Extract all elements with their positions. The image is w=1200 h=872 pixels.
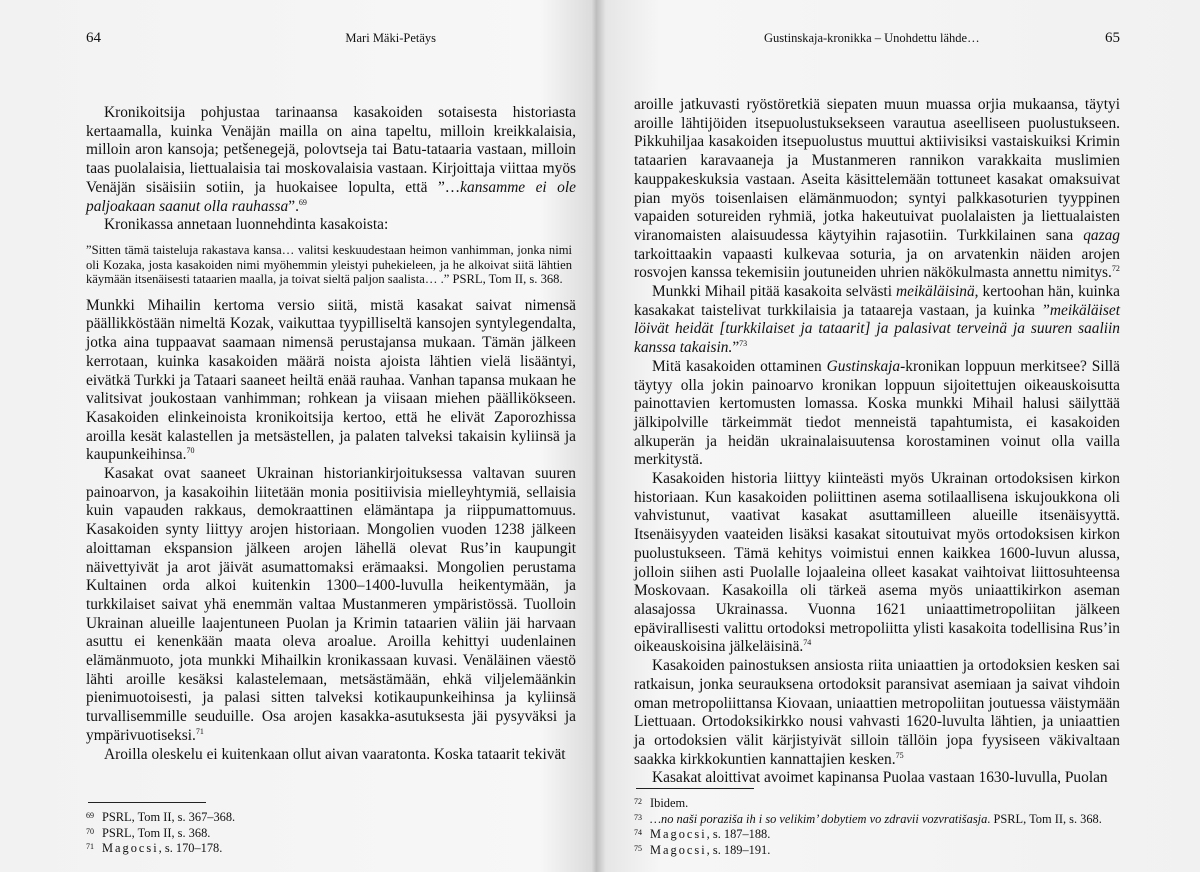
paragraph-text: Mitä kasakoiden ottaminen (652, 357, 827, 375)
footnote-author: Magocsi (102, 841, 159, 855)
paragraph-text: ”. (288, 197, 299, 215)
footnotes (634, 788, 1134, 857)
footnote-number: 72 (634, 797, 642, 806)
paragraph (634, 96, 1120, 283)
paragraph-text: Munkki Mihail pitää kasakoita selvästi (652, 283, 896, 301)
footnote-number: 69 (86, 811, 94, 820)
block-quote (86, 243, 576, 287)
footnote-number: 71 (86, 842, 94, 851)
left-page-header (86, 30, 576, 52)
paragraph-text: , kertoohan hän, kuinka kasakakat taistelivat turkkilaisia ja tataareja vastaan, ja kuinka (634, 283, 1121, 319)
paragraph (86, 104, 576, 216)
footnote-number: 75 (634, 843, 642, 853)
footnote-number: 73 (634, 812, 642, 822)
footnote-ref: 71 (195, 726, 204, 736)
right-page-header (634, 30, 1120, 52)
paragraph: Kasakat aloittivat avoimet kapinansa Puolaa vastaan 1630-luvulla, Puolan (652, 769, 1108, 787)
paragraph-text: tarkoittaakin vapaasti kulkevaa soturia, ja on arvatenkin näiden arojen rosvojen kanssa tekemisiin joutuneiden uhrien näkökulmasta annettu nimitys. (634, 245, 1120, 282)
footnote-text: , s. 170–178. (158, 841, 223, 855)
paragraph-text: Munkki Mihailin kertoma versio siitä, mistä kasakat saivat nimensä päällikköstään nimeltä Kozak, vaikuttaa tyypilliseltä kansojen syntylegendalta, jotka aina tuppaavat saamaan nimensä perustajansa mukaan. Tämän jälkeen kerrotaan, kuinka kasakoiden määrä noista ajoista lähtien vielä lisääntyi, eivätkä Turkki ja Tataari saaneet heiltä enää rauhaa. Vanhan tapansa mukaan he valitsivat joukostaan vanhimman; rohkean ja viisaan miehen päällikökseen. Kasakoiden elinkeinoista kronikoitsija kertoo, että he elivät Zaporozhissa aroilla kesät kalastellen ja metsästellen, ja palaten talveksi takaisin kyliinsä ja kaupunkeihinsa. (86, 296, 576, 464)
footnote-text: Ibidem. (650, 796, 689, 810)
page-number: 64 (86, 30, 101, 46)
footnote-number: 74 (634, 828, 642, 837)
footnote-rule (88, 802, 206, 803)
italic-quote: kansamme ei ole paljoakaan saanut olla rauhassa (86, 178, 576, 215)
paragraph (634, 470, 1120, 657)
footnote (634, 842, 1134, 858)
footnote-text: PSRL, Tom II, s. 368. (102, 825, 211, 840)
italic-term: qazag (1083, 226, 1120, 244)
footnote-ref: 72 (1111, 264, 1120, 274)
footnote (86, 825, 566, 841)
footnote-rule (636, 788, 754, 789)
footnote-text: , s. 189–191. (706, 842, 771, 857)
paragraph (634, 657, 1120, 769)
running-head: Gustinskaja-kronikka – Unohdettu lähde… (764, 31, 980, 45)
footnote-text: , s. 187–188. (706, 827, 771, 841)
footnote-ref: 74 (803, 638, 812, 648)
footnote (634, 795, 1134, 811)
paragraph: Aroilla oleskelu ei kuitenkaan ollut aivan vaaratonta. Koska tataarit tekivät (104, 745, 566, 763)
footnote-number: 70 (86, 826, 94, 836)
paragraph-text: Kasakat ovat saaneet Ukrainan historiankirjoituksessa valtavan suuren painoarvon, ja kasakoihin liitetään monia positiivisia mielleyhtymiä, sellaisia kuin vapauden rakkaus, demokraattinen elämäntapa ja riippumattomuus. Kasakoiden synty liittyy arojen historiaan. Mongolien vuoden 1238 jälkeen aloittaman ekspansion jälkeen arojen lähellä olevat Rus’in kaupungit näivettyivät ja arot jäivät asumattomaksi erämaaksi. Mongolien perustama Kultainen orda alkoi kuitenkin 1300–1400-luvulla heikentymään, ja turkkilaiset saivat yhä enemmän valtaa Mustanmeren ympäristössä. Tuolloin Ukrainan alueille laajentuneen Puolan ja Krimin tataarien väliin jäi harvaan asuttu ei kenenkään maata oleva aroalue. Aroilla kehittyi uudenlainen elämänmuoto, jota munkki Mihailkin kronikassaan kuvasi. Venäläinen väestö lähti aroille kesäksi kalastelemaan, metsästämään, ehkä viljelemäänkin pienimuotoisesti, ja palasi sitten talveksi kotikaupunkeihinsa ja kyliinsä turvallisemmille seuduille. Osa arojen kasakka-asutuksesta jäi pysyväksi ja ympärivuotiseksi. (86, 465, 576, 744)
right-page-body (634, 96, 1120, 788)
footnote-text: PSRL, Tom II, s. 367–368. (102, 810, 236, 824)
footnote-ref: 70 (186, 446, 195, 456)
paragraph (86, 465, 576, 746)
footnote-author: Magocsi (650, 827, 707, 841)
italic-quote: ”meikäläiset löivät heidät [turkkilaiset ja tataarit] ja palasivat terveinä ja suuren saaliin kanssa takaisin. (634, 301, 1120, 357)
right-page (600, 0, 1200, 872)
footnote (86, 809, 566, 825)
running-head: Mari Mäki-Petäys (345, 31, 436, 45)
paragraph (634, 283, 1120, 358)
footnote-italic: …no naši poraziša ih i so velikim’ dobytiem vo zdravii vozvratišasja (650, 811, 988, 826)
footnote-ref: 73 (739, 339, 748, 349)
footnote (634, 811, 1134, 827)
paragraph-text: -kronikan loppuun merkitsee? Sillä täytyy olla jokin painoarvo kronikan loppuun sijoitettujen oikeauskoisutta painottavien kertomusten lomassa. Koska munkki Mihail halusi säilyttää jälkipolville tärkeimmät tiedot menneistä tapahtumista, ei kasakoiden alkuperän ja heidän ukrainalaisuutensa korostaminen voinut olla vailla merkitystä. (634, 357, 1120, 469)
paragraph (86, 297, 576, 465)
footnote-ref: 75 (895, 750, 904, 760)
paragraph-text: Kasakoiden painostuksen ansiosta riita uniaattien ja ortodoksien kesken sai ratkaisun, jonka seurauksena ortodoksit paransivat asemiaan ja saivat vihdoin oman metropoliittansa Kiovaan, uniaattien metropoliitan joutuessa väistymään Liettuaan. Ortodoksikirkko nousi vahvasti 1620-luvulta lähtien, ja uniaattien ja ortodoksien välit kärjistyivät silloin tällöin jopa fyysiseen väkivaltaan saakka kirkkokuntien kannattajien kesken. (634, 657, 1120, 768)
paragraph-text: aroille jatkuvasti ryöstöretkiä siepaten muun muassa orjia mukaansa, täytyi aroille lähtijöiden itsepuolustuksekseen varautua aseelliseen puolustukseen. Pikkuhiljaa kasakoiden itsepuolustus muuttui aktiivisiksi vastaiskuiksi Krimin tataarien karavaaneja ja Mustanmeren rannikon varakkaita muslimien kauppakeskuksia vastaan. Aseita käsittelemään tottuneet kasakat omaksuivat pian myös toisenlaisen elämänmuodon; syntyi palkkasoturien tyyppinen vapaiden sotureiden ryhmiä, jotka hakeutuivat puolalaisten ja liettualaisten viranomaisten alaisuudessa käytyihin rajasotiin. Turkkilainen sana (634, 96, 1120, 244)
footnote (634, 826, 1134, 842)
paragraph-text: Kasakoiden historia liittyy kiinteästi myös Ukrainan ortodoksisen kirkon historiaan. Kun kasakoiden poliittinen asema sotilaallisena iskujoukkona oli vahvistunut, vaativat kasakat asuttamilleen alueille itsenäisyyttä. Itsenäisyyden vaateiden lisäksi kasakat sitoutuivat myös ortodoksisen kirkon puolustukseen. Tämä kehitys voimistui ennen kaikkea 1600-luvun alussa, jolloin siihen asti Puolalle lojaaleina olleet kasakat vaihtoivat liittosuhteensa Moskovaan. Kasakoilla oli tärkeä asema myös uniaattikirkon aseman alasajossa Ukrainassa. Vuonna 1621 uniaattimetropoliitan jälkeen epävirallisesti valittu ortodoksi metropoliitta ylisti kasakoita todellisina Rus’in oikeauskoisina jälkeläisinä. (634, 470, 1120, 656)
block-quote-text: ”Sitten tämä taisteluja rakastava kansa… valitsi keskuudestaan heimon vanhimman, jonka nimi oli Kozaka, josta kasakoiden nimi myöhemmin yleistyi puhekieleen, ja he alkoivat siitä lähtien käymään itsenäisesti tataarien maalla, ja toivat sieltä paljon saalista… .” PSRL, Tom II, s. 368. (86, 242, 572, 287)
paragraph: Kronikassa annetaan luonnehdinta kasakoista: (104, 216, 389, 234)
footnote-author: Magocsi (650, 842, 707, 857)
page-number: 65 (1105, 30, 1120, 46)
footnote-text: . PSRL, Tom II, s. 368. (987, 811, 1102, 826)
italic-term: Gustinskaja (826, 357, 901, 375)
paragraph-text: ” (732, 339, 740, 357)
left-page-body (86, 104, 576, 764)
paragraph (634, 358, 1120, 470)
paragraph-text: Kronikoitsija pohjustaa tarinaansa kasakoiden sotaisesta historiasta kertaamalla, kuinka Venäjän mailla on aina tapeltu, milloin kreikkalaisia, milloin aron kansoja; petšenegejä, polovtseja tai Batu-tataaria vastaan, milloin taas puolalaisia, liettualaisia tai moskovalaisia vastaan. Kirjoittaja viittaa myös Venäjän sisäisiin sotiin, ja huokaisee lopulta, että ”… (86, 104, 576, 196)
footnotes (86, 802, 566, 856)
footnote (86, 840, 566, 856)
italic-term: meikäläisinä (896, 283, 975, 301)
footnote-ref: 69 (298, 197, 307, 207)
